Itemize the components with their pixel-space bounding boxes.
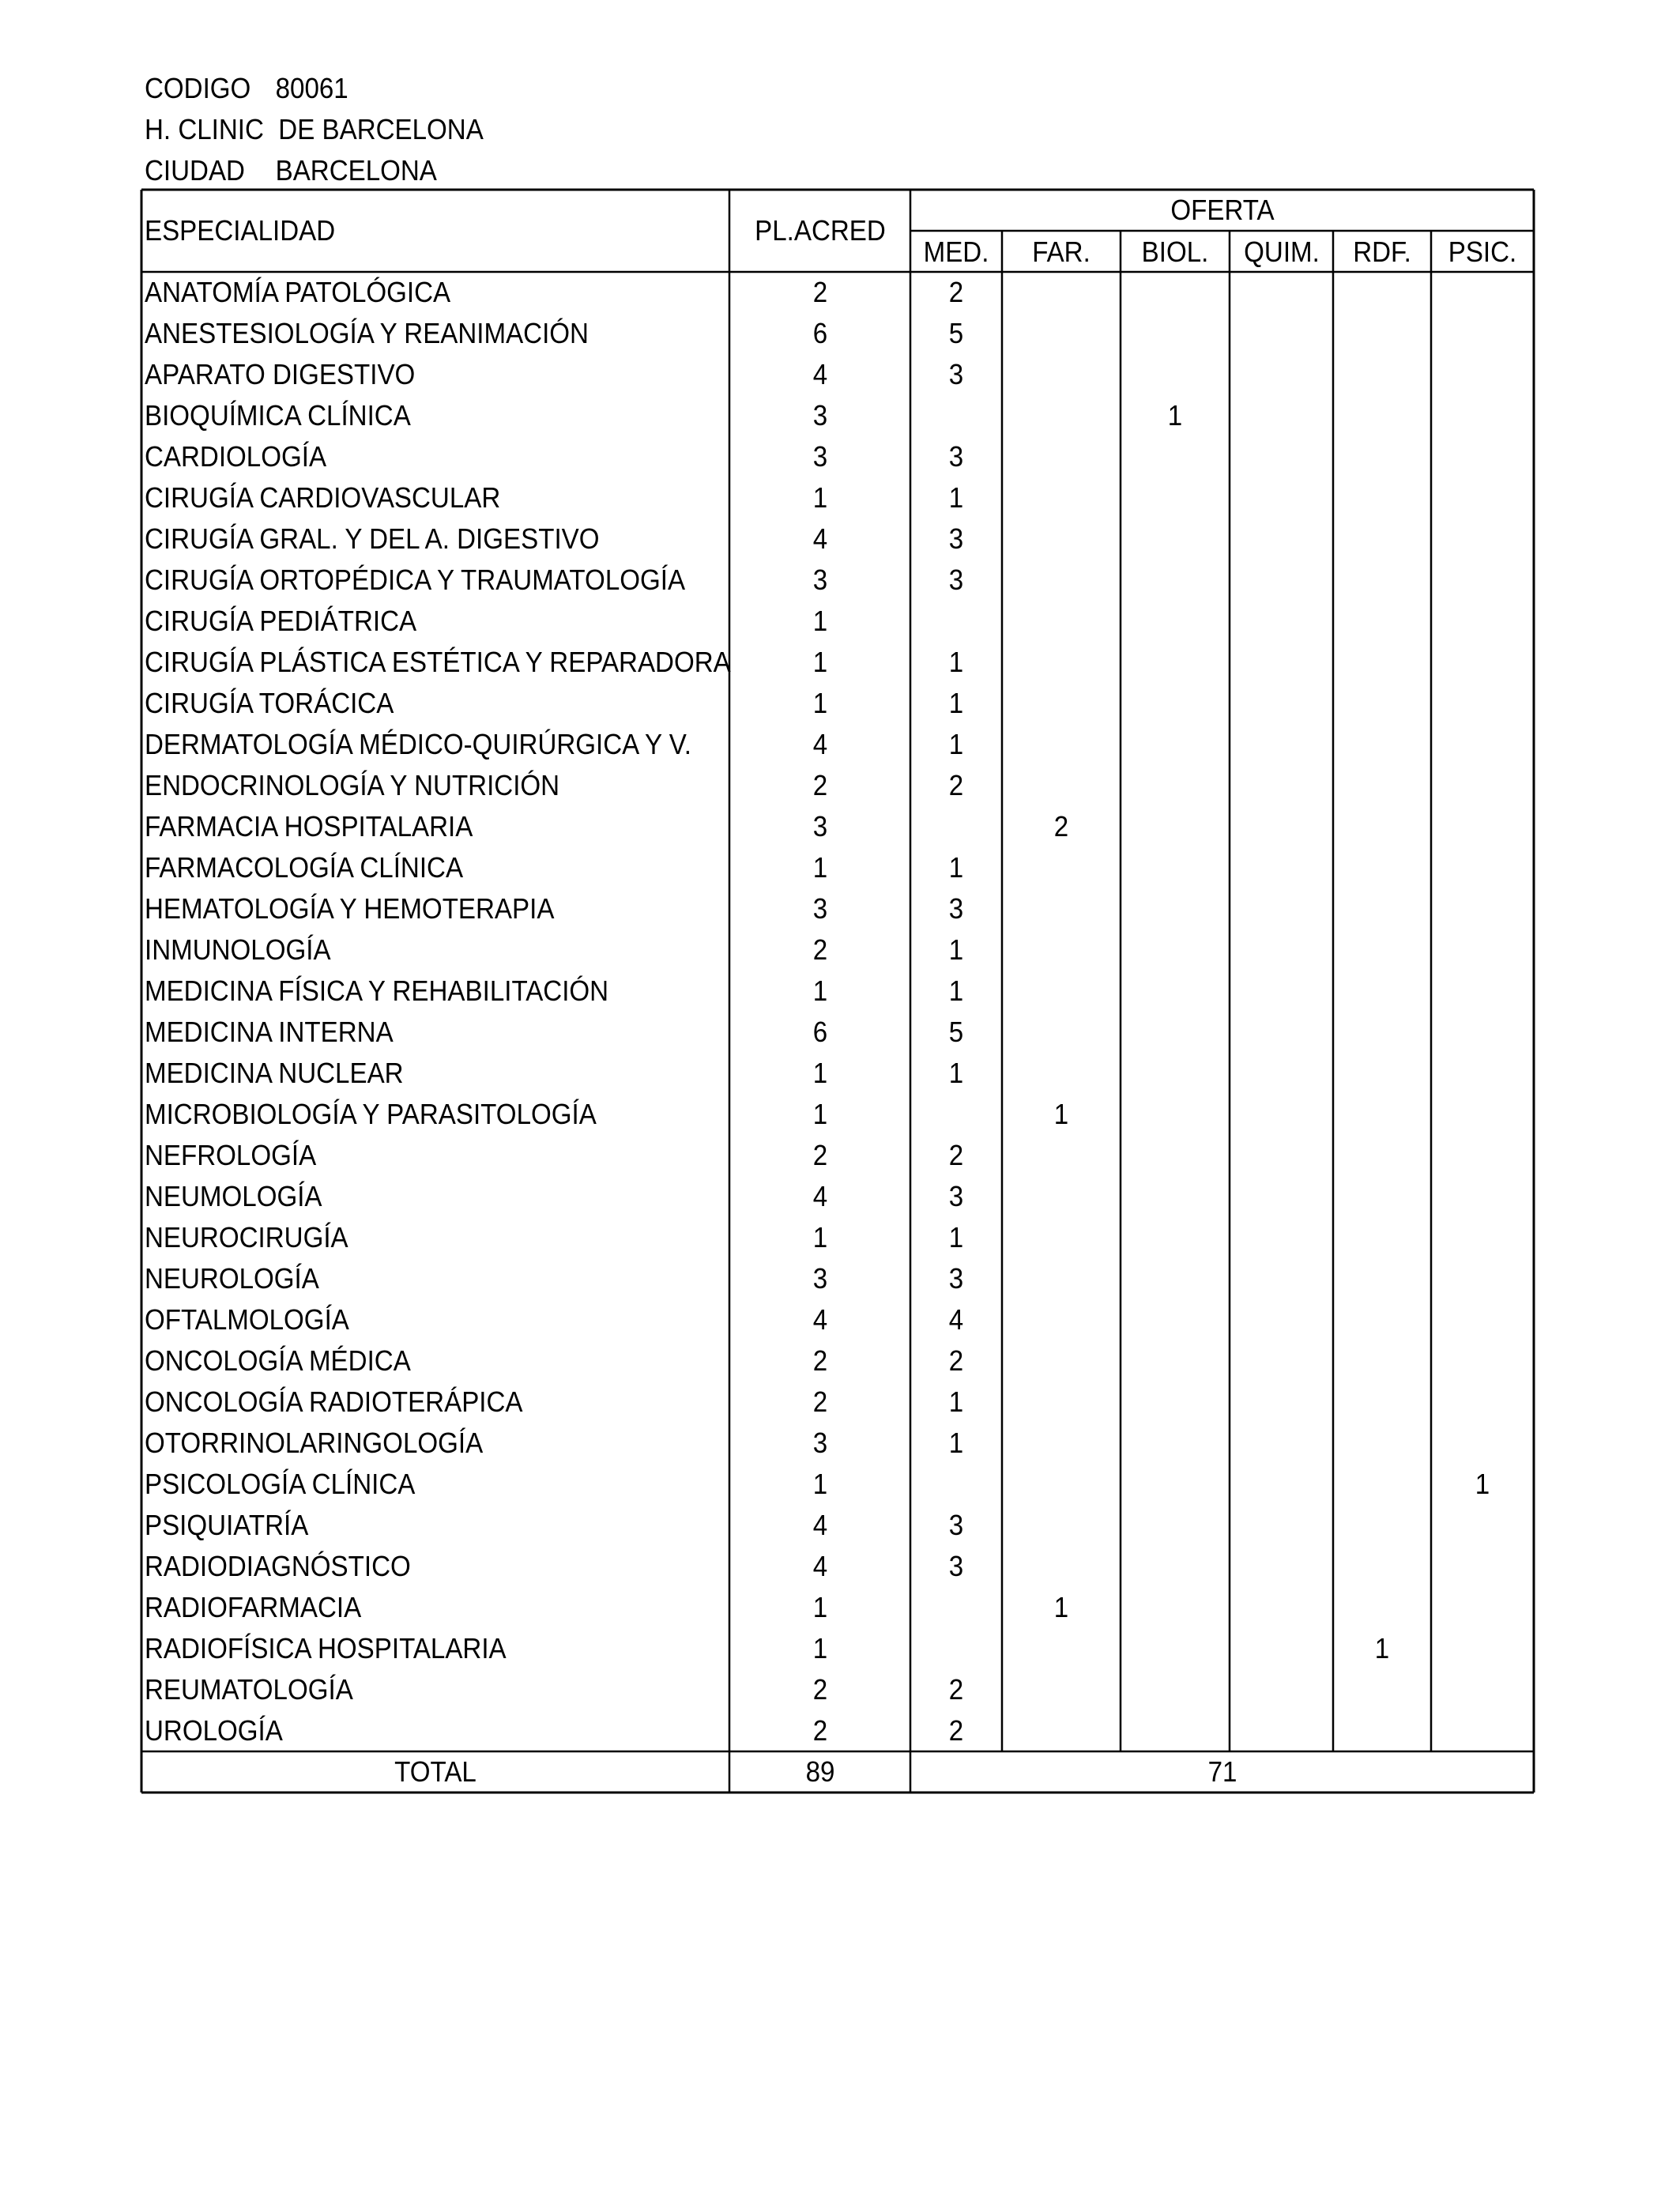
row-especialidad: ANESTESIOLOGÍA Y REANIMACIÓN [145,317,589,349]
row-placred: 1 [812,1221,827,1253]
row-especialidad: CIRUGÍA PLÁSTICA ESTÉTICA Y REPARADORA [145,646,731,678]
row-oferta-value: 3 [948,1262,964,1295]
row-especialidad: CIRUGÍA ORTOPÉDICA Y TRAUMATOLOGÍA [145,564,686,596]
row-especialidad: NEUROLOGÍA [145,1262,319,1295]
row-especialidad: FARMACIA HOSPITALARIA [145,810,473,843]
row-especialidad: CIRUGÍA TORÁCICA [145,687,394,719]
row-especialidad: BIOQUÍMICA CLÍNICA [145,399,411,432]
codigo-value: 80061 [275,72,348,104]
row-oferta-value: 2 [948,769,964,801]
row-placred: 1 [812,1098,827,1130]
row-oferta-value: 1 [948,687,964,719]
row-placred: 4 [812,1509,827,1541]
ciudad-line [145,156,437,185]
row-oferta-value: 3 [948,440,964,473]
row-oferta-value: 1 [948,728,964,760]
row-placred: 4 [812,1303,827,1336]
row-oferta-value: 5 [948,317,964,349]
row-oferta-value: 1 [948,1385,964,1418]
column-header-placred: PL.ACRED [754,214,886,247]
row-placred: 6 [812,317,827,349]
row-oferta-value: 1 [948,646,964,678]
column-header-oferta-sub: MED. [923,236,989,268]
row-especialidad: CIRUGÍA PEDIÁTRICA [145,605,417,637]
row-placred: 6 [812,1016,827,1048]
row-especialidad: OFTALMOLOGÍA [145,1303,349,1336]
row-especialidad: RADIOFÍSICA HOSPITALARIA [145,1632,507,1664]
row-oferta-value: 2 [1053,810,1069,843]
row-placred: 4 [812,522,827,555]
total-label: TOTAL [394,1755,477,1788]
row-oferta-value: 2 [948,1139,964,1171]
column-header-oferta-sub: QUIM. [1243,236,1320,268]
ciudad-label: CIUDAD [145,154,245,187]
row-oferta-value: 1 [1475,1468,1490,1500]
row-oferta-value: 3 [948,564,964,596]
row-placred: 1 [812,687,827,719]
row-oferta-value: 1 [948,1221,964,1253]
row-oferta-value: 2 [948,1673,964,1706]
row-placred: 4 [812,1550,827,1582]
row-oferta-value: 3 [948,522,964,555]
row-oferta-value: 1 [948,933,964,966]
row-especialidad: NEFROLOGÍA [145,1139,317,1171]
column-header-oferta-sub: BIOL. [1141,236,1209,268]
row-especialidad: MEDICINA FÍSICA Y REHABILITACIÓN [145,974,609,1007]
row-placred: 3 [812,810,827,843]
row-placred: 1 [812,974,827,1007]
row-especialidad: ONCOLOGÍA RADIOTERÁPICA [145,1385,523,1418]
total-oferta: 71 [1207,1755,1237,1788]
row-placred: 1 [812,605,827,637]
row-oferta-value: 1 [948,974,964,1007]
row-especialidad: FARMACOLOGÍA CLÍNICA [145,851,464,884]
row-placred: 3 [812,564,827,596]
row-especialidad: ANATOMÍA PATOLÓGICA [145,276,451,308]
total-placred: 89 [805,1755,834,1788]
row-especialidad: OTORRINOLARINGOLOGÍA [145,1427,484,1459]
row-oferta-value: 1 [948,851,964,884]
row-placred: 2 [812,769,827,801]
row-placred: 3 [812,1427,827,1459]
row-placred: 1 [812,481,827,514]
row-oferta-value: 3 [948,1509,964,1541]
row-oferta-value: 3 [948,1180,964,1212]
row-especialidad: NEUMOLOGÍA [145,1180,322,1212]
row-oferta-value: 4 [948,1303,964,1336]
row-placred: 2 [812,1385,827,1418]
column-header-oferta-sub: PSIC. [1448,236,1517,268]
codigo-label: CODIGO [145,72,251,104]
row-placred: 3 [812,440,827,473]
row-placred: 2 [812,1139,827,1171]
row-oferta-value: 3 [948,1550,964,1582]
row-especialidad: MICROBIOLOGÍA Y PARASITOLOGÍA [145,1098,597,1130]
row-oferta-value: 1 [1053,1591,1069,1623]
row-especialidad: DERMATOLOGÍA MÉDICO-QUIRÚRGICA Y V. [145,728,691,760]
row-placred: 1 [812,1057,827,1089]
row-placred: 1 [812,1632,827,1664]
row-oferta-value: 1 [948,1057,964,1089]
row-especialidad: ENDOCRINOLOGÍA Y NUTRICIÓN [145,769,560,801]
row-especialidad: REUMATOLOGÍA [145,1673,353,1706]
row-placred: 3 [812,399,827,432]
row-oferta-value: 3 [948,892,964,925]
column-header-oferta-sub: FAR. [1032,236,1090,268]
codigo-line [145,74,348,103]
row-placred: 1 [812,1591,827,1623]
row-especialidad: ONCOLOGÍA MÉDICA [145,1344,411,1377]
row-oferta-value: 1 [1053,1098,1069,1130]
row-placred: 3 [812,892,827,925]
row-oferta-value: 2 [948,1714,964,1747]
row-oferta-value: 3 [948,358,964,390]
row-placred: 2 [812,276,827,308]
row-placred: 4 [812,358,827,390]
row-especialidad: CIRUGÍA GRAL. Y DEL A. DIGESTIVO [145,522,600,555]
row-placred: 1 [812,851,827,884]
column-header-oferta-sub: RDF. [1353,236,1411,268]
row-especialidad: MEDICINA NUCLEAR [145,1057,404,1089]
row-oferta-value: 1 [1167,399,1183,432]
row-oferta-value: 2 [948,276,964,308]
row-oferta-value: 2 [948,1344,964,1377]
row-placred: 2 [812,933,827,966]
row-oferta-value: 1 [948,481,964,514]
row-especialidad: RADIODIAGNÓSTICO [145,1550,411,1582]
row-especialidad: PSIQUIATRÍA [145,1509,309,1541]
row-especialidad: RADIOFARMACIA [145,1591,362,1623]
row-especialidad: NEUROCIRUGÍA [145,1221,348,1253]
row-placred: 3 [812,1262,827,1295]
row-oferta-value: 1 [1374,1632,1390,1664]
row-especialidad: APARATO DIGESTIVO [145,358,416,390]
row-placred: 2 [812,1344,827,1377]
row-especialidad: HEMATOLOGÍA Y HEMOTERAPIA [145,892,555,925]
hospital-name: H. CLINIC DE BARCELONA [145,113,484,145]
row-placred: 4 [812,728,827,760]
row-especialidad: INMUNOLOGÍA [145,933,331,966]
column-header-especialidad: ESPECIALIDAD [145,214,336,247]
row-placred: 4 [812,1180,827,1212]
row-placred: 1 [812,646,827,678]
row-placred: 2 [812,1714,827,1747]
row-placred: 2 [812,1673,827,1706]
row-oferta-value: 1 [948,1427,964,1459]
row-oferta-value: 5 [948,1016,964,1048]
row-especialidad: MEDICINA INTERNA [145,1016,394,1048]
row-especialidad: CIRUGÍA CARDIOVASCULAR [145,481,501,514]
row-placred: 1 [812,1468,827,1500]
row-especialidad: UROLOGÍA [145,1714,283,1747]
row-especialidad: CARDIOLOGÍA [145,440,327,473]
column-header-oferta: OFERTA [1170,194,1275,226]
row-especialidad: PSICOLOGÍA CLÍNICA [145,1468,416,1500]
ciudad-value: BARCELONA [275,154,437,187]
